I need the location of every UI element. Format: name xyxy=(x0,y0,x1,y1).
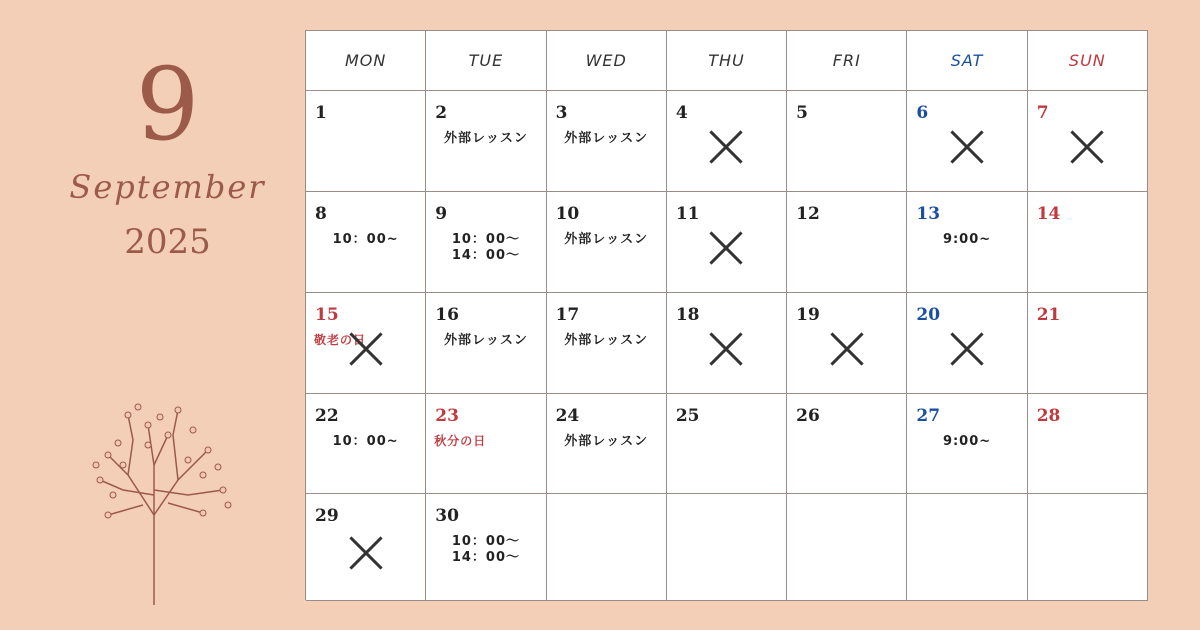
day-note: 9:00~ xyxy=(942,434,992,449)
day-note: 10：00~ xyxy=(332,434,399,449)
holiday-label: 秋分の日 xyxy=(434,434,487,448)
day-note: 10：00～ 14：00～ xyxy=(451,232,521,263)
day-number: 28 xyxy=(1036,406,1061,426)
x-mark-icon xyxy=(950,130,984,164)
day-number: 26 xyxy=(796,406,820,426)
x-mark-icon xyxy=(709,332,743,366)
day-note: 10：00～ 14：00～ xyxy=(451,534,521,565)
calendar-day-cell xyxy=(547,192,667,293)
day-note: 10：00~ xyxy=(332,232,399,247)
weekday-fri: FRI xyxy=(787,31,907,91)
day-number: 9 xyxy=(435,204,448,224)
calendar-day-cell xyxy=(426,192,546,293)
day-number: 15 xyxy=(315,305,339,325)
calendar-day-cell xyxy=(667,293,787,394)
calendar-day-cell xyxy=(907,91,1027,192)
year: 2025 xyxy=(124,222,211,262)
calendar-day-cell xyxy=(787,91,907,192)
calendar-day-cell xyxy=(426,394,546,494)
day-number: 5 xyxy=(796,103,808,123)
day-number: 4 xyxy=(675,103,688,123)
day-note: 外部レッスン xyxy=(564,232,649,247)
day-note: 外部レッスン xyxy=(564,434,649,449)
x-mark-icon xyxy=(349,332,383,366)
calendar-day-cell xyxy=(907,192,1027,293)
day-note: 外部レッスン xyxy=(443,131,528,146)
calendar-day-cell xyxy=(547,494,667,601)
holiday-label: 敬老の日 xyxy=(314,333,367,347)
calendar-day-cell xyxy=(306,394,426,494)
day-number: 25 xyxy=(675,406,700,426)
day-number: 20 xyxy=(916,305,941,325)
day-number: 2 xyxy=(435,103,448,123)
calendar-day-cell xyxy=(547,394,667,494)
title-panel xyxy=(0,0,300,630)
calendar-day-cell xyxy=(306,192,426,293)
day-number: 29 xyxy=(315,506,339,526)
day-number: 12 xyxy=(796,204,820,224)
month-number: 9 xyxy=(135,46,200,163)
calendar-day-cell xyxy=(667,91,787,192)
calendar-day-cell xyxy=(667,394,787,494)
x-mark-icon xyxy=(950,332,984,366)
day-number: 18 xyxy=(675,305,700,325)
calendar-day-cell xyxy=(1028,91,1148,192)
month-name: September xyxy=(69,168,266,206)
calendar-day-cell xyxy=(306,293,426,394)
day-number: 10 xyxy=(555,204,580,224)
calendar-day-cell xyxy=(1028,192,1148,293)
weekday-mon: MON xyxy=(306,31,426,91)
calendar-grid xyxy=(305,30,1148,600)
day-note: 外部レッスン xyxy=(564,333,649,348)
calendar-day-cell xyxy=(667,192,787,293)
weekday-wed: WED xyxy=(547,31,667,91)
day-number: 16 xyxy=(435,305,459,325)
day-number: 6 xyxy=(916,103,929,123)
calendar-day-cell xyxy=(787,192,907,293)
x-mark-icon xyxy=(830,332,864,366)
calendar-day-cell xyxy=(306,91,426,192)
day-number: 22 xyxy=(315,406,339,426)
calendar-day-cell xyxy=(787,293,907,394)
weekday-sat: SAT xyxy=(907,31,1027,91)
calendar-day-cell xyxy=(1028,293,1148,394)
calendar-day-cell xyxy=(907,394,1027,494)
calendar-day-cell xyxy=(547,91,667,192)
calendar-day-cell xyxy=(787,394,907,494)
weekday-thu: THU xyxy=(667,31,787,91)
calendar-day-cell xyxy=(907,293,1027,394)
day-number: 11 xyxy=(675,204,700,224)
calendar-day-cell xyxy=(907,494,1027,601)
day-number: 1 xyxy=(315,103,327,123)
calendar-day-cell xyxy=(306,494,426,601)
x-mark-icon xyxy=(349,536,383,570)
calendar-day-cell xyxy=(426,91,546,192)
day-note: 9:00~ xyxy=(942,232,992,247)
day-number: 17 xyxy=(555,305,580,325)
day-number: 3 xyxy=(555,103,568,123)
day-number: 7 xyxy=(1036,103,1049,123)
day-number: 27 xyxy=(916,406,941,426)
day-note: 外部レッスン xyxy=(443,333,528,348)
day-number: 14 xyxy=(1036,204,1061,224)
day-number: 21 xyxy=(1036,305,1061,325)
tree-icon xyxy=(88,395,248,605)
day-number: 30 xyxy=(435,506,459,526)
calendar-day-cell xyxy=(547,293,667,394)
calendar-day-cell xyxy=(426,293,546,394)
calendar-day-cell xyxy=(426,494,546,601)
x-mark-icon xyxy=(709,130,743,164)
calendar-day-cell xyxy=(667,494,787,601)
weekday-tue: TUE xyxy=(426,31,546,91)
day-number: 8 xyxy=(315,204,327,224)
day-number: 13 xyxy=(916,204,941,224)
day-number: 19 xyxy=(796,305,820,325)
x-mark-icon xyxy=(709,231,743,265)
calendar-day-cell xyxy=(1028,494,1148,601)
calendar-day-cell xyxy=(1028,394,1148,494)
day-note: 外部レッスン xyxy=(564,131,649,146)
calendar-day-cell xyxy=(787,494,907,601)
day-number: 23 xyxy=(435,406,459,426)
weekday-sun: SUN xyxy=(1028,31,1148,91)
day-number: 24 xyxy=(555,406,580,426)
x-mark-icon xyxy=(1070,130,1104,164)
